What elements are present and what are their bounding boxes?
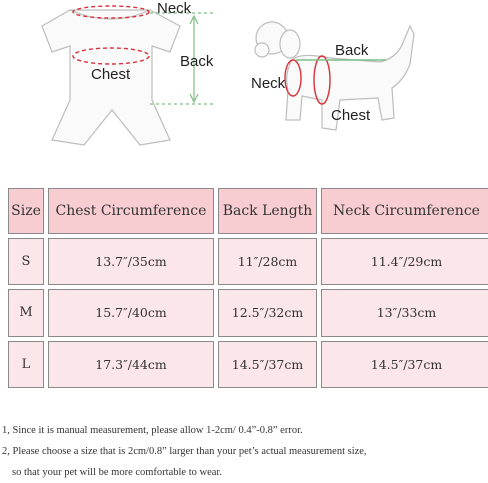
back-cell: 11″/28cm [218,238,317,285]
note-line: 2, Please choose a size that is 2cm/0.8” larger than your pet’s actual measurement size, [2,446,367,457]
shirt-chest-label: Chest [91,66,131,83]
measurement-notes [2,420,488,483]
header-size: Size [8,188,44,234]
shirt-back-label: Back [180,53,214,70]
chest-cell: 15.7″/40cm [48,289,214,336]
size-chart-table [4,184,488,392]
neck-cell: 11.4″/29cm [321,238,488,285]
measurement-illustration [0,0,488,160]
dog-neck-label: Neck [251,75,286,92]
shirt-neck-label: Neck [157,0,192,17]
header-chest: Chest Circumference [48,188,214,234]
back-cell: 14.5″/37cm [218,341,317,388]
table-row [8,341,488,388]
table-header-row [8,188,488,234]
dog-chest-label: Chest [331,107,371,124]
table-row [8,238,488,285]
header-neck: Neck Circumference [321,188,488,234]
back-cell: 12.5″/32cm [218,289,317,336]
neck-cell: 14.5″/37cm [321,341,488,388]
size-cell: M [8,289,44,336]
header-back: Back Length [218,188,317,234]
note-line: so that your pet will be more comfortable to wear. [12,467,222,478]
neck-cell: 13″/33cm [321,289,488,336]
size-cell: S [8,238,44,285]
measurement-diagram [0,0,488,160]
chest-cell: 17.3″/44cm [48,341,214,388]
size-cell: L [8,341,44,388]
chest-cell: 13.7″/35cm [48,238,214,285]
dog-back-label: Back [335,42,369,59]
note-line: 1, Since it is manual measurement, please allow 1-2cm/ 0.4”-0.8” error. [2,425,303,436]
table-row [8,289,488,336]
